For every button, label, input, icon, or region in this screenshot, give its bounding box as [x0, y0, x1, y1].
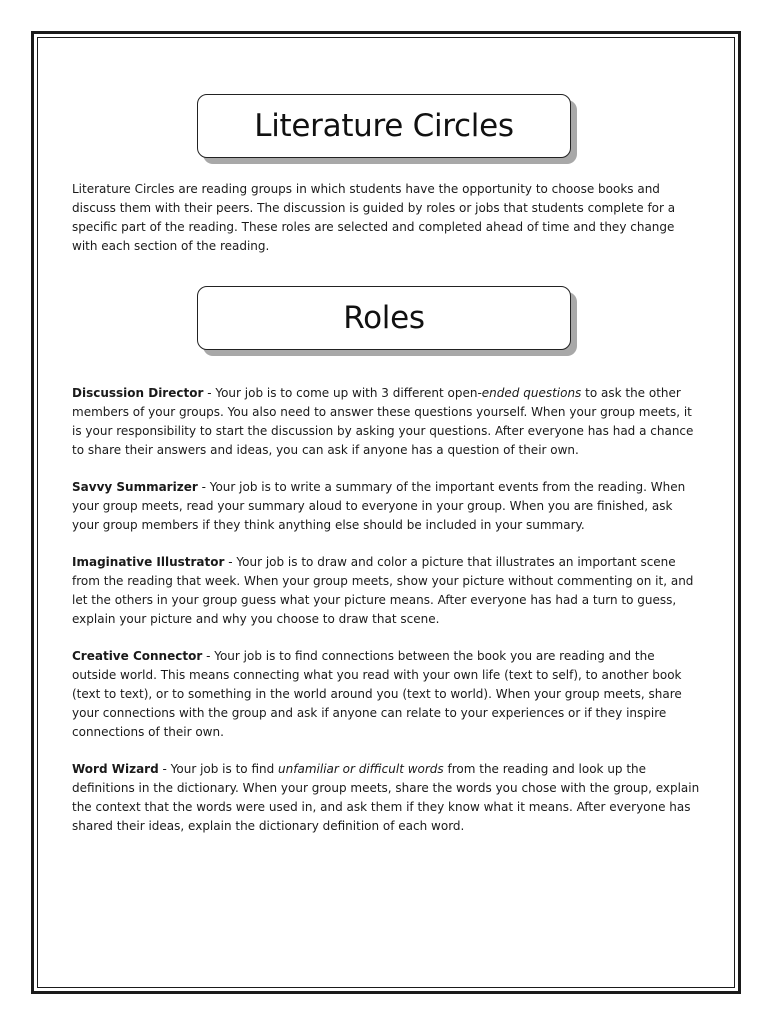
- role-savvy-summarizer: [72, 478, 700, 535]
- role-name: Discussion Director: [72, 386, 204, 400]
- role-text-continued: to ask the other members of your groups. You also need to answer these questions yourself. When your group meets, it is your responsibility to start the discussion by asking your questions. After everyone has had a chance to share their answers and ideas, you can ask if anyone has a question of their own.: [72, 386, 694, 457]
- page-title: Literature Circles: [254, 108, 514, 144]
- role-text: - Your job is to write a summary of the important events from the reading. When your group meets, read your summary aloud to everyone in your group. When you are finished, ask your group members if they think anything else should be included in your summary.: [72, 480, 686, 532]
- role-text-continued: from the reading and look up the definitions in the dictionary. When your group meets, share the words you chose with the group, explain the context that the words were used in, and ask them if they know what it means. After everyone has shared their ideas, explain the dictionary definition of each word.: [72, 762, 700, 833]
- role-creative-connector: [72, 647, 700, 742]
- title-box: [197, 94, 571, 158]
- role-text: - Your job is to draw and color a picture that illustrates an important scene from the reading that week. When your group meets, show your picture without commenting on it, and let the others in your group guess what your picture means. After everyone has had a turn to guess, explain your picture and why you choose to draw that scene.: [72, 555, 694, 626]
- role-emphasis: unfamiliar or difficult words: [278, 762, 444, 776]
- role-discussion-director: [72, 384, 700, 460]
- roles-heading: Roles: [343, 300, 425, 336]
- role-imaginative-illustrator: [72, 553, 700, 629]
- role-name: Creative Connector: [72, 649, 203, 663]
- role-emphasis: ended questions: [481, 386, 582, 400]
- role-name: Savvy Summarizer: [72, 480, 198, 494]
- role-name: Imaginative Illustrator: [72, 555, 225, 569]
- role-text: - Your job is to find: [158, 762, 279, 776]
- role-text: - Your job is to find connections between the book you are reading and the outside world. This means connecting what you read with your own life (text to self), to another book (text to text), or to something in the world around you (text to world). When your group meets, share your connections with the group and ask if anyone can relate to your experiences or if they inspire connections of their own.: [72, 649, 682, 739]
- role-name: Word Wizard: [72, 762, 159, 776]
- role-word-wizard: [72, 760, 700, 836]
- roles-heading-box: [197, 286, 571, 350]
- intro-paragraph: Literature Circles are reading groups in which students have the opportunity to choose books and discuss them with their peers. The discussion is guided by roles or jobs that students complete for a specific part of the reading. These roles are selected and completed ahead of time and they change with each section of the reading.: [72, 182, 676, 253]
- role-text: - Your job is to come up with 3 different open-: [203, 386, 482, 400]
